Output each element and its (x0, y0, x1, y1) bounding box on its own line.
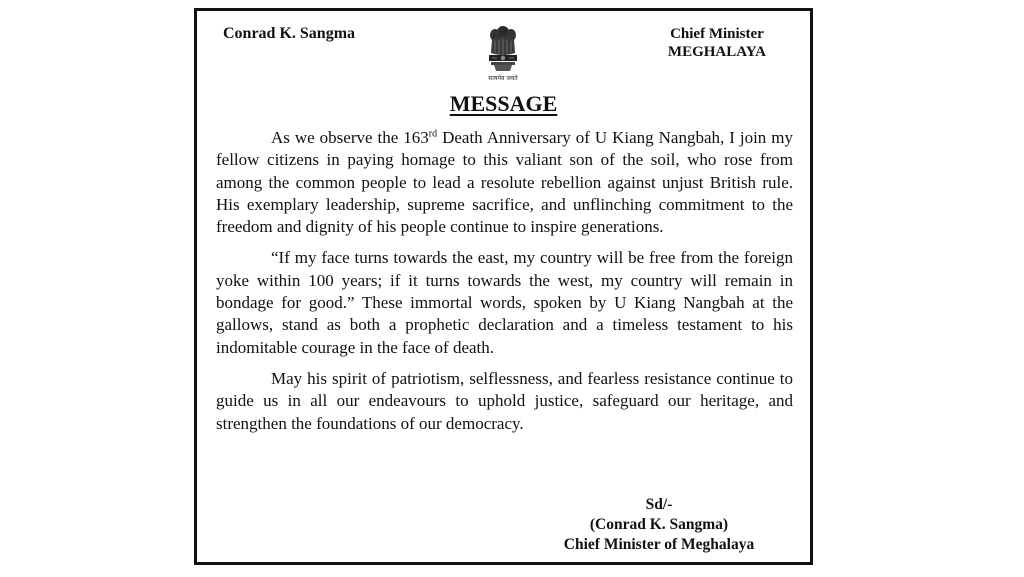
signature-designation: Chief Minister of Meghalaya (563, 536, 755, 553)
sender-title (668, 25, 766, 61)
paragraph-1-start: As we observe the 163 (271, 128, 429, 147)
paragraph-1 (216, 127, 793, 238)
signature-name: (Conrad K. Sangma) (589, 516, 729, 533)
title-line-2: MEGHALAYA (667, 44, 766, 60)
page-title: MESSAGE (449, 91, 558, 116)
title-line-1: Chief Minister (670, 26, 764, 42)
signature-sd: Sd/- (645, 496, 673, 513)
national-emblem-icon (485, 23, 521, 83)
message-frame (194, 8, 813, 565)
emblem-caption: सत्यमेव जयते (488, 75, 518, 82)
paragraph-3: May his spirit of patriotism, selflessness, and fearless resistance continue to guide us in all our endeavours to uphold justice, safeguard our heritage, and strengthen the foundations of our democracy. (216, 368, 793, 433)
paragraph-1-rest: Death Anniversary of U Kiang Nangbah, I join my fellow citizens in paying homage to this valiant son of the soil, who rose from among the common people to lead a resolute rebellion against unjust British rule. His exemplary leadership, supreme sacrifice, and unflinching commitment to the freedom and dignity of his people continue to inspire generations. (216, 128, 793, 237)
sender-name: Conrad K. Sangma (223, 25, 356, 42)
signature-block (549, 495, 769, 555)
message-body (216, 127, 793, 444)
ordinal-suffix: rd (428, 128, 438, 140)
paragraph-2: “If my face turns towards the east, my country will be free from the foreign yoke within 100 years; if it turns towards the west, my country will remain in bondage for good.” These immortal words, spoken by U Kiang Nangbah at the gallows, stand as both a prophetic declaration and a timeless testament to his indomitable courage in the face of death. (216, 248, 793, 357)
